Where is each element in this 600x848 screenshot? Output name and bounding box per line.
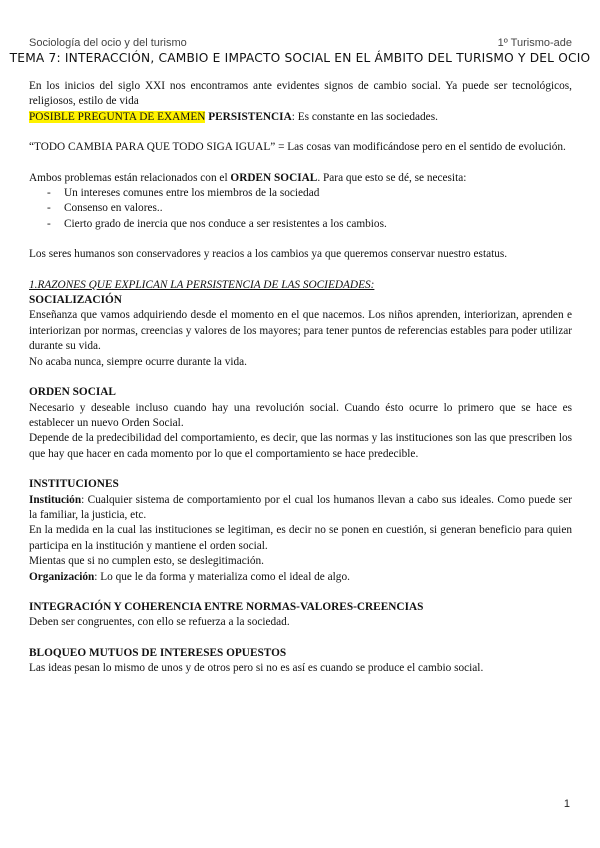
orden-social-paragraph: Necesario y deseable incluso cuando hay una revolución social. Cuando ésto ocurre lo primero que se hace es establecer un nuevo Orden Social. <box>29 401 572 429</box>
list-item: - Consenso en valores.. <box>29 201 572 216</box>
integracion-paragraph: Deben ser congruentes, con ello se refuerza a la sociedad. <box>29 616 290 629</box>
bloqueo-paragraph: Las ideas pesan lo mismo de unos y de otros pero si no es así es cuando se produce el cambio social. <box>29 662 484 675</box>
socializacion-heading-text: SOCIALIZACIÓN <box>29 294 122 307</box>
exam-highlight: POSIBLE PREGUNTA DE EXAMEN <box>29 110 206 123</box>
instituciones-heading <box>29 477 572 492</box>
section-heading: 1.RAZONES QUE EXPLICAN LA PERSISTENCIA DE LAS SOCIEDADES: <box>29 278 375 291</box>
orden-intro-term: ORDEN SOCIAL <box>230 171 318 184</box>
orden-intro-before: Ambos problemas están relacionados con el <box>29 171 231 184</box>
header-subject: Sociología del ocio y del turismo <box>29 37 187 49</box>
intro-paragraph: En los inicios del siglo XXI nos encontramos ante evidentes signos de cambio social. Ya puede ser tecnológicos, religiosos, estilo de vida <box>29 80 572 108</box>
orden-social-paragraph-2: Depende de la predecibilidad del comportamiento, es decir, que las normas y las instituciones son las que prescriben los que hay que hacer en cada momento por lo que el comportamiento se hace predecible. <box>29 432 572 460</box>
exam-paragraph <box>29 110 572 125</box>
instituciones-paragraph-3: Mientas que si no cumplen esto, se deslegitimación. <box>29 555 264 568</box>
bloqueo-heading-text: BLOQUEO MUTUOS DE INTERESES OPUESTOS <box>29 646 287 659</box>
page-number: 1 <box>563 798 570 810</box>
integracion-heading-text: INTEGRACIÓN Y COHERENCIA ENTRE NORMAS-VALORES-CREENCIAS <box>29 600 424 613</box>
instituciones-heading-text: INSTITUCIONES <box>29 478 119 491</box>
header-course: 1º Turismo-ade <box>497 37 572 49</box>
conservative-paragraph: Los seres humanos son conservadores y reacios a los cambios ya que queremos conservar nuestro estatus. <box>29 248 508 261</box>
page-title: TEMA 7: INTERACCIÓN, CAMBIO E IMPACTO SOCIAL EN EL ÁMBITO DEL TURISMO Y DEL OCIO <box>9 51 591 65</box>
bloqueo-heading <box>29 646 572 661</box>
organizacion-term: Organización <box>29 570 95 583</box>
socializacion-heading <box>29 293 572 308</box>
orden-social-heading-text: ORDEN SOCIAL <box>29 386 116 399</box>
orden-social-heading <box>29 385 572 400</box>
organizacion-def: : Lo que le da forma y materializa como el ideal de algo. <box>94 570 350 583</box>
orden-intro-paragraph <box>29 171 572 186</box>
socializacion-paragraph: Enseñanza que vamos adquiriendo desde el momento en el que nacemos. Los niños aprenden, interiorizan, aprenden e interiorizan por normas, creencias y valores de los mayores; para tener puntos de referencias estables para poder utilizar durante su vida. <box>29 309 572 353</box>
list-item: - Un intereses comunes entre los miembros de la sociedad <box>29 186 572 201</box>
integracion-heading <box>29 600 572 615</box>
institucion-term: Institución <box>29 493 82 506</box>
quote-paragraph: “TODO CAMBIA PARA QUE TODO SIGA IGUAL” = Las cosas van modificándose pero en el sentido de evolución. <box>29 141 566 154</box>
institucion-def: : Cualquier sistema de comportamiento por el cual los humanos llevan a cabo sus ideales. Como puede ser la familiar, la justicia, etc. <box>29 493 572 521</box>
document-body <box>29 79 572 677</box>
instituciones-paragraph-2: En la medida en la cual las instituciones se legitiman, es decir no se ponen en cuestión, si generan beneficio para quien participa en la institución y mantiene el orden social. <box>29 524 572 552</box>
persistencia-term: PERSISTENCIA <box>208 110 292 123</box>
requirements-list <box>29 186 572 232</box>
persistencia-definition: : Es constante en las sociedades. <box>291 110 438 123</box>
organizacion-definition <box>29 570 572 585</box>
institucion-definition <box>29 493 572 524</box>
list-item: - Cierto grado de inercia que nos conduce a ser resistentes a los cambios. <box>29 217 572 232</box>
orden-intro-after: . Para que esto se dé, se necesita: <box>317 171 467 184</box>
socializacion-paragraph-2: No acaba nunca, siempre ocurre durante la vida. <box>29 355 247 368</box>
